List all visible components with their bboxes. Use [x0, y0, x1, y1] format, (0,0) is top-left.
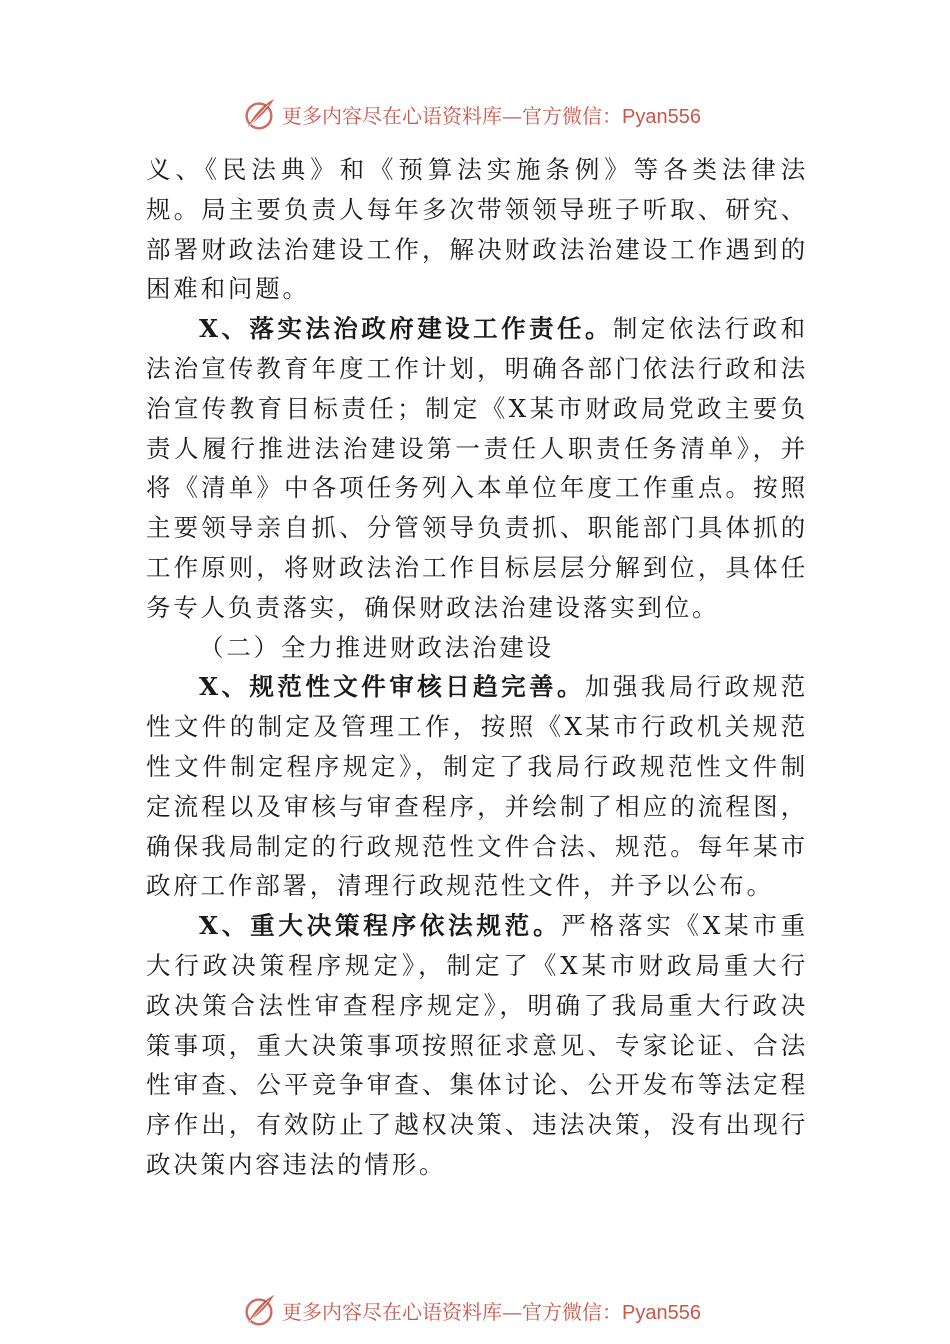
feather-pen-logo-icon — [240, 95, 278, 133]
watermark-text: 更多内容尽在心语资料库—官方微信：Pyan556 — [282, 1299, 701, 1324]
paragraph-3: X、规范性文件审核日趋完善。加强我局行政规范性文件的制定及管理工作，按照《X某市行政机关规范性文件制定程序规定》，制定了我局行政规范性文件制定流程以及审核与审查程序，并绘制了相应的流程图，确保我局制定的行政规范性文件合法、规范。每年某市政府工作部署，清理行政规范性文件，并予以公布。 — [146, 672, 808, 901]
paragraph-3-heading: X、规范性文件审核日趋完善。 — [199, 672, 585, 702]
paragraph-4-heading: X、重大决策程序依法规范。 — [199, 911, 562, 941]
document-body — [146, 150, 808, 1185]
header-watermark — [240, 94, 760, 134]
feather-pen-logo-icon — [240, 1291, 278, 1329]
watermark-text: 更多内容尽在心语资料库—官方微信：Pyan556 — [282, 103, 701, 128]
paragraph-2: X、落实法治政府建设工作责任。制定依法行政和法治宣传教育年度工作计划，明确各部门依法行政和法治宣传教育目标责任；制定《X某市财政局党政主要负责人履行推进法治建设第一责任人职责任务清单》，并将《清单》中各项任务列入本单位年度工作重点。按照主要领导亲自抓、分管领导负责抓、职能部门具体抓的工作原则，将财政法治工作目标层层分解到位，具体任务专人负责落实，确保财政法治建设落实到位。 — [146, 314, 808, 622]
footer-watermark — [240, 1290, 760, 1330]
section-subheading: （二）全力推进财政法治建设 — [199, 632, 554, 662]
paragraph-4: X、重大决策程序依法规范。严格落实《X某市重大行政决策程序规定》，制定了《X某市财政局重大行政决策合法性审查程序规定》，明确了我局重大行政决策事项，重大决策事项按照征求意见、专家论证、合法性审查、公平竞争审查、集体讨论、公开发布等法定程序作出，有效防止了越权决策、违法决策，没有出现行政决策内容违法的情形。 — [146, 911, 808, 1179]
paragraph-2-heading: X、落实法治政府建设工作责任。 — [199, 314, 613, 344]
paragraph-1: 义、《民法典》和《预算法实施条例》等各类法律法规。局主要负责人每年多次带领领导班子听取、研究、部署财政法治建设工作，解决财政法治建设工作遇到的困难和问题。 — [146, 155, 808, 304]
